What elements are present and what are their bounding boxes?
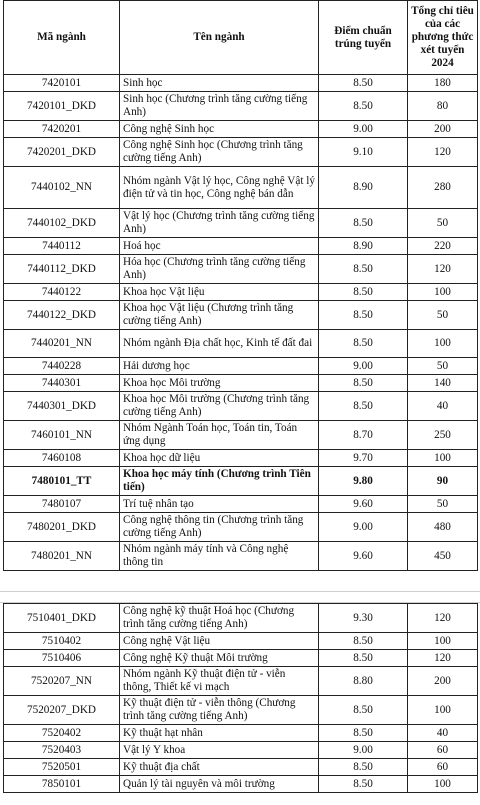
major-code-cell: 7460108 [4, 450, 120, 467]
benchmark-score-cell: 8.50 [319, 284, 408, 301]
major-name-cell: Sinh học (Chương trình tăng cường tiếng Anh) [120, 92, 319, 121]
major-code-cell: 7440301 [4, 375, 120, 392]
major-name-cell: Kỹ thuật địa chất [120, 759, 319, 776]
benchmark-score-cell: 9.00 [319, 358, 408, 375]
major-name-cell: Nhóm ngành Kỹ thuật điện tử - viễn thông, Thiết kế vi mạch [120, 667, 319, 696]
benchmark-score-cell: 8.50 [319, 776, 408, 793]
admission-scores-table-continued [3, 603, 478, 793]
table-row [4, 392, 478, 421]
table-row [4, 542, 478, 571]
major-code-cell: 7850101 [4, 776, 120, 793]
quota-cell: 50 [408, 209, 478, 238]
major-name-cell: Hải dương học [120, 358, 319, 375]
major-code-cell: 7520501 [4, 759, 120, 776]
header-name: Tên ngành [120, 1, 319, 75]
benchmark-score-cell: 8.50 [319, 650, 408, 667]
benchmark-score-cell: 8.50 [319, 209, 408, 238]
admission-table-part-2 [0, 603, 480, 793]
major-name-cell: Công nghệ Kỹ thuật Môi trường [120, 650, 319, 667]
quota-cell: 220 [408, 238, 478, 255]
quota-cell: 120 [408, 255, 478, 284]
table-row [4, 330, 478, 358]
table-row [4, 92, 478, 121]
major-name-cell: Hóa học (Chương trình tăng cường tiếng Anh) [120, 255, 319, 284]
table-row [4, 450, 478, 467]
benchmark-score-cell: 9.00 [319, 121, 408, 138]
major-code-cell: 7440301_DKD [4, 392, 120, 421]
major-name-cell: Công nghệ Sinh học [120, 121, 319, 138]
table-row [4, 138, 478, 167]
table-row [4, 121, 478, 138]
table-row [4, 513, 478, 542]
quota-cell: 180 [408, 75, 478, 92]
table-row [4, 301, 478, 330]
major-code-cell: 7440122_DKD [4, 301, 120, 330]
table-row [4, 725, 478, 742]
table-row [4, 776, 478, 793]
table-row [4, 742, 478, 759]
quota-cell: 450 [408, 542, 478, 571]
admission-scores-table [3, 0, 478, 571]
quota-cell: 480 [408, 513, 478, 542]
major-name-cell: Công nghệ thông tin (Chương trình tăng cường tiếng Anh) [120, 513, 319, 542]
benchmark-score-cell: 8.50 [319, 75, 408, 92]
benchmark-score-cell: 8.50 [319, 633, 408, 650]
table-row [4, 375, 478, 392]
table-row [4, 667, 478, 696]
quota-cell: 250 [408, 421, 478, 450]
quota-cell: 100 [408, 450, 478, 467]
quota-cell: 50 [408, 358, 478, 375]
major-code-cell: 7460101_NN [4, 421, 120, 450]
benchmark-score-cell: 9.70 [319, 450, 408, 467]
major-name-cell: Khoa học dữ liệu [120, 450, 319, 467]
major-name-cell: Nhóm ngành Địa chất học, Kinh tế đất đai [120, 330, 319, 358]
quota-cell: 90 [408, 467, 478, 496]
major-code-cell: 7480101_TT [4, 467, 120, 496]
table-row [4, 696, 478, 725]
major-code-cell: 7440102_NN [4, 167, 120, 209]
quota-cell: 140 [408, 375, 478, 392]
quota-cell: 60 [408, 759, 478, 776]
major-name-cell: Khoa học Môi trường [120, 375, 319, 392]
quota-cell: 100 [408, 776, 478, 793]
major-code-cell: 7440112_DKD [4, 255, 120, 284]
quota-cell: 120 [408, 650, 478, 667]
quota-cell: 40 [408, 392, 478, 421]
table-header-row [4, 1, 478, 75]
table-row [4, 759, 478, 776]
major-code-cell: 7440201_NN [4, 330, 120, 358]
major-name-cell: Khoa học Môi trường (Chương trình tăng cường tiếng Anh) [120, 392, 319, 421]
benchmark-score-cell: 8.80 [319, 667, 408, 696]
major-code-cell: 7510406 [4, 650, 120, 667]
quota-cell: 200 [408, 121, 478, 138]
major-name-cell: Khoa học Vật liệu [120, 284, 319, 301]
quota-cell: 280 [408, 167, 478, 209]
major-code-cell: 7480201_DKD [4, 513, 120, 542]
major-name-cell: Nhóm Ngành Toán học, Toán tin, Toán ứng dụng [120, 421, 319, 450]
major-name-cell: Khoa học Vật liệu (Chương trình tăng cường tiếng Anh) [120, 301, 319, 330]
table-row [4, 650, 478, 667]
major-code-cell: 7440112 [4, 238, 120, 255]
benchmark-score-cell: 9.60 [319, 542, 408, 571]
benchmark-score-cell: 8.50 [319, 255, 408, 284]
table-row [4, 633, 478, 650]
quota-cell: 100 [408, 696, 478, 725]
major-name-cell: Vật lý học (Chương trình tăng cường tiếng Anh) [120, 209, 319, 238]
page-break-line-top [0, 591, 480, 592]
benchmark-score-cell: 8.50 [319, 759, 408, 776]
major-name-cell: Kỹ thuật hạt nhân [120, 725, 319, 742]
table-row [4, 238, 478, 255]
benchmark-score-cell: 8.50 [319, 696, 408, 725]
major-code-cell: 7510402 [4, 633, 120, 650]
benchmark-score-cell: 8.50 [319, 725, 408, 742]
major-code-cell: 7440102_DKD [4, 209, 120, 238]
benchmark-score-cell: 8.50 [319, 330, 408, 358]
major-name-cell: Công nghệ Sinh học (Chương trình tăng cường tiếng Anh) [120, 138, 319, 167]
benchmark-score-cell: 8.70 [319, 421, 408, 450]
quota-cell: 100 [408, 633, 478, 650]
header-quota: Tổng chỉ tiêu của các phương thức xét tuyển 2024 [408, 1, 478, 75]
benchmark-score-cell: 9.00 [319, 513, 408, 542]
major-code-cell: 7480201_NN [4, 542, 120, 571]
major-code-cell: 7520207_NN [4, 667, 120, 696]
major-code-cell: 7420201 [4, 121, 120, 138]
quota-cell: 200 [408, 667, 478, 696]
major-code-cell: 7520403 [4, 742, 120, 759]
quota-cell: 50 [408, 496, 478, 513]
benchmark-score-cell: 9.60 [319, 496, 408, 513]
major-name-cell: Hoá học [120, 238, 319, 255]
quota-cell: 120 [408, 604, 478, 633]
major-code-cell: 7420101_DKD [4, 92, 120, 121]
major-code-cell: 7440228 [4, 358, 120, 375]
major-code-cell: 7440122 [4, 284, 120, 301]
major-name-cell: Trí tuệ nhân tạo [120, 496, 319, 513]
major-name-cell: Nhóm ngành Vật lý học, Công nghệ Vật lý điện tử và tin học, Công nghệ bán dẫn [120, 167, 319, 209]
major-name-cell: Kỹ thuật điện tử - viễn thông (Chương trình tăng cường tiếng Anh) [120, 696, 319, 725]
quota-cell: 100 [408, 330, 478, 358]
table-row [4, 75, 478, 92]
major-name-cell: Quản lý tài nguyên và môi trường [120, 776, 319, 793]
table-row [4, 284, 478, 301]
major-code-cell: 7480107 [4, 496, 120, 513]
quota-cell: 120 [408, 138, 478, 167]
benchmark-score-cell: 8.50 [319, 392, 408, 421]
major-code-cell: 7420101 [4, 75, 120, 92]
table-row [4, 209, 478, 238]
major-name-cell: Khoa học máy tính (Chương trình Tiên tiến) [120, 467, 319, 496]
benchmark-score-cell: 8.50 [319, 301, 408, 330]
table-row [4, 496, 478, 513]
benchmark-score-cell: 9.80 [319, 467, 408, 496]
table-row [4, 167, 478, 209]
header-score: Điểm chuẩn trúng tuyển [319, 1, 408, 75]
table-row [4, 421, 478, 450]
benchmark-score-cell: 8.50 [319, 375, 408, 392]
benchmark-score-cell: 8.50 [319, 92, 408, 121]
major-name-cell: Công nghệ Vật liệu [120, 633, 319, 650]
major-code-cell: 7520207_DKD [4, 696, 120, 725]
quota-cell: 80 [408, 92, 478, 121]
benchmark-score-cell: 9.30 [319, 604, 408, 633]
major-code-cell: 7520402 [4, 725, 120, 742]
table-row [4, 358, 478, 375]
major-name-cell: Vật lý Y khoa [120, 742, 319, 759]
major-code-cell: 7510401_DKD [4, 604, 120, 633]
benchmark-score-cell: 8.90 [319, 238, 408, 255]
major-name-cell: Nhóm ngành máy tính và Công nghệ thông tin [120, 542, 319, 571]
major-name-cell: Công nghệ kỹ thuật Hoá học (Chương trình tăng cường tiếng Anh) [120, 604, 319, 633]
header-code: Mã ngành [4, 1, 120, 75]
table-row [4, 604, 478, 633]
table-row [4, 467, 478, 496]
major-code-cell: 7420201_DKD [4, 138, 120, 167]
table-row [4, 255, 478, 284]
benchmark-score-cell: 8.90 [319, 167, 408, 209]
benchmark-score-cell: 9.10 [319, 138, 408, 167]
quota-cell: 40 [408, 725, 478, 742]
quota-cell: 60 [408, 742, 478, 759]
major-name-cell: Sinh học [120, 75, 319, 92]
quota-cell: 100 [408, 284, 478, 301]
benchmark-score-cell: 9.00 [319, 742, 408, 759]
quota-cell: 50 [408, 301, 478, 330]
